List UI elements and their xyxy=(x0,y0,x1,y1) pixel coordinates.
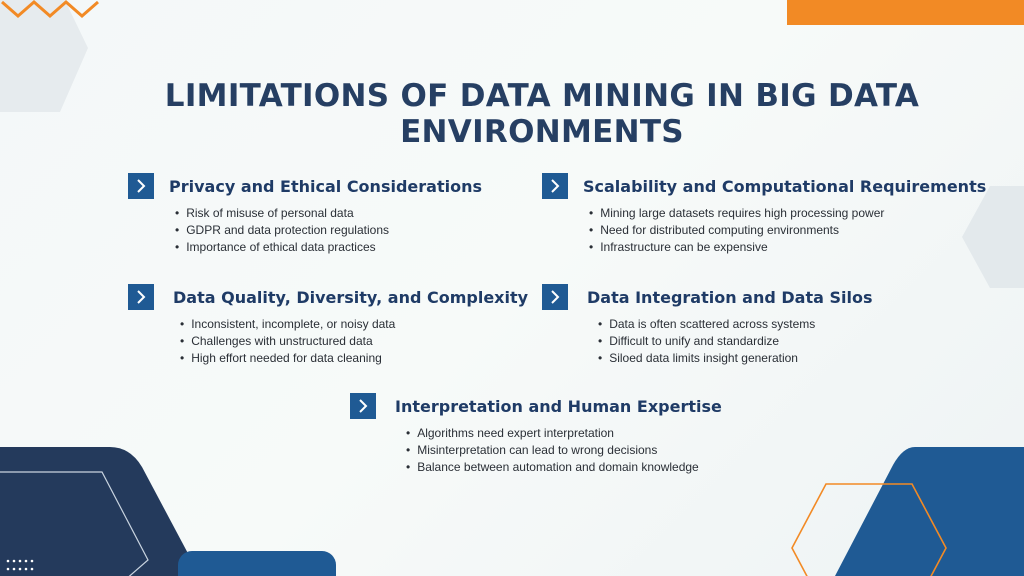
section-data-quality xyxy=(128,284,528,367)
section-title: Privacy and Ethical Considerations xyxy=(169,176,482,196)
chevron-right-icon xyxy=(128,173,154,199)
bullet-list xyxy=(598,316,872,367)
section-title: Data Integration and Data Silos xyxy=(587,287,873,307)
list-item: • Risk of misuse of personal data xyxy=(175,205,482,222)
section-scalability xyxy=(542,173,986,256)
list-item: • Data is often scattered across systems xyxy=(598,316,872,333)
navy-block-bottom-left xyxy=(0,447,200,576)
page-title: LIMITATIONS OF DATA MINING IN BIG DATA ENVIRONMENTS xyxy=(164,78,920,150)
bullet-list xyxy=(406,425,722,476)
list-item: • Misinterpretation can lead to wrong decisions xyxy=(406,442,722,459)
list-item: • Balance between automation and domain knowledge xyxy=(406,459,722,476)
section-interpretation xyxy=(350,393,722,476)
chevron-right-icon xyxy=(128,284,154,310)
blue-block-bottom-right xyxy=(835,447,1024,576)
orange-bar-top-right xyxy=(787,0,1024,25)
section-title: Data Quality, Diversity, and Complexity xyxy=(173,287,529,307)
list-item: • Mining large datasets requires high processing power xyxy=(589,205,986,222)
chevron-right-icon xyxy=(542,284,568,310)
chevron-right-icon xyxy=(350,393,376,419)
blue-pill-bottom xyxy=(178,551,336,576)
list-item: • Infrastructure can be expensive xyxy=(589,239,986,256)
list-item: • Algorithms need expert interpretation xyxy=(406,425,722,442)
bullet-list xyxy=(175,205,482,256)
list-item: • Importance of ethical data practices xyxy=(175,239,482,256)
chevron-right-icon xyxy=(542,173,568,199)
section-privacy xyxy=(128,173,482,256)
list-item: • Need for distributed computing environments xyxy=(589,222,986,239)
list-item: • Inconsistent, incomplete, or noisy data xyxy=(180,316,528,333)
section-title: Scalability and Computational Requirements xyxy=(583,176,987,196)
list-item: • Challenges with unstructured data xyxy=(180,333,528,350)
grey-hexagon-top-left xyxy=(0,0,88,112)
section-title: Interpretation and Human Expertise xyxy=(395,396,722,416)
list-item: • Siloed data limits insight generation xyxy=(598,350,872,367)
bullet-list xyxy=(589,205,986,256)
list-item: • High effort needed for data cleaning xyxy=(180,350,528,367)
section-data-integration xyxy=(542,284,872,367)
list-item: • GDPR and data protection regulations xyxy=(175,222,482,239)
bullet-list xyxy=(180,316,528,367)
list-item: • Difficult to unify and standardize xyxy=(598,333,872,350)
